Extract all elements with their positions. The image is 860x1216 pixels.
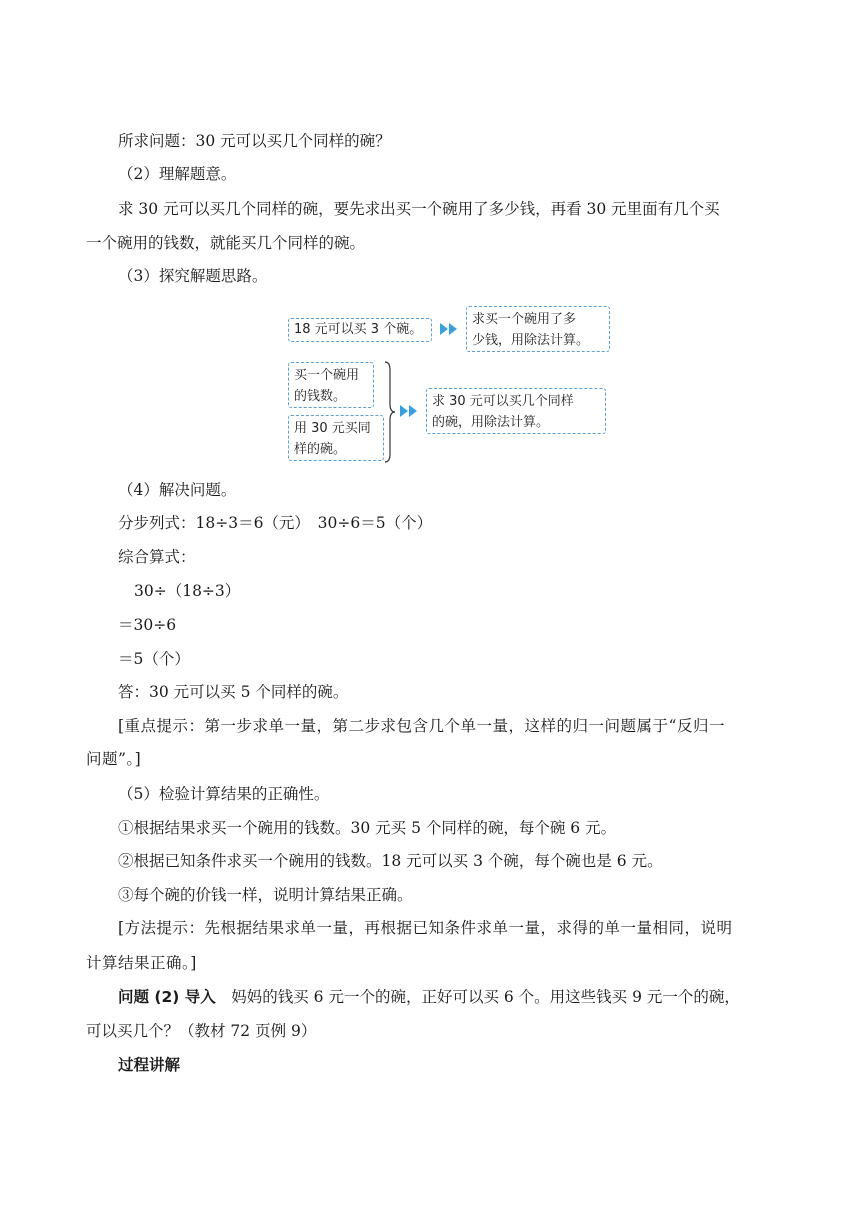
question-line: 所求问题：30 元可以买几个同样的碗？: [118, 132, 391, 150]
method-tip-line-1: [方法提示：先根据结果求单一量，再根据已知条件求单一量，求得的单一量相同，说明: [118, 919, 733, 937]
step2-heading: （2）理解题意。: [118, 165, 237, 183]
key-tip-line-2: 问题”。]: [86, 750, 142, 768]
box-text-line: 用 30 元买同: [294, 421, 371, 436]
key-tip-line-1: [重点提示：第一步求单一量，第二步求包含几个单一量，这样的归一问题属于“反归一: [118, 717, 725, 735]
step5-heading: （5）检验计算结果的正确性。: [118, 785, 330, 803]
box-text-line: 的碗，用除法计算。: [432, 415, 550, 430]
step3-heading: （3）探究解题思路。: [118, 267, 268, 285]
step4-heading: （4）解决问题。: [118, 481, 237, 499]
box-text-line: 少钱，用除法计算。: [472, 333, 590, 348]
known-condition-box: 18 元可以买 3 个碗。: [288, 318, 432, 342]
box-text-line: 买一个碗用: [294, 368, 360, 383]
combined-formula-line: ＝30÷6: [118, 616, 177, 634]
total-money-box: [288, 415, 384, 461]
double-arrow-icon: [398, 403, 422, 419]
double-arrow-icon: [438, 321, 462, 337]
problem-intro: [118, 987, 740, 1007]
understand-line-1: 求 30 元可以买几个同样的碗，要先求出买一个碗用了多少钱，再看 30 元里面有几个买: [118, 200, 720, 218]
unit-price-method-box: [466, 306, 610, 352]
check-line-2: ②根据已知条件求买一个碗用的钱数。18 元可以买 3 个碗，每个碗也是 6 元。: [118, 852, 663, 870]
problem-text: 妈妈的钱买 6 元一个的碗，正好可以买 6 个。用这些钱买 9 元一个的碗，: [215, 988, 740, 1006]
quantity-method-box: [426, 388, 606, 434]
box-text-line: 的钱数。: [294, 389, 347, 404]
right-brace-icon: [382, 360, 398, 464]
method-tip-line-2: 计算结果正确。]: [86, 954, 197, 972]
check-line-1: ①根据结果求买一个碗用的钱数。30 元买 5 个同样的碗，每个碗 6 元。: [118, 819, 617, 837]
box-text-line: 求买一个碗用了多: [472, 312, 577, 327]
unit-price-box: [288, 362, 374, 408]
stepwise-formula: 分步列式：18÷3＝6（元） 30÷6＝5（个）: [118, 514, 433, 532]
check-line-3: ③每个碗的价钱一样，说明计算结果正确。: [118, 886, 413, 904]
combined-formula-line: ＝5（个）: [118, 650, 190, 668]
problem-label: 问题 (2) 导入: [118, 988, 216, 1006]
box-text-line: 样的碗。: [294, 442, 347, 457]
box-text-line: 求 30 元可以买几个同样: [432, 394, 574, 409]
answer-line: 答：30 元可以买 5 个同样的碗。: [118, 683, 349, 701]
problem-text-line-2: 可以买几个？（教材 72 页例 9）: [86, 1022, 317, 1040]
combined-formula-line: 30÷（18÷3）: [134, 582, 241, 600]
process-heading: 过程讲解: [118, 1056, 181, 1074]
understand-line-2: 一个碗用的钱数，就能买几个同样的碗。: [86, 234, 366, 252]
combined-formula-label: 综合算式：: [118, 548, 196, 566]
